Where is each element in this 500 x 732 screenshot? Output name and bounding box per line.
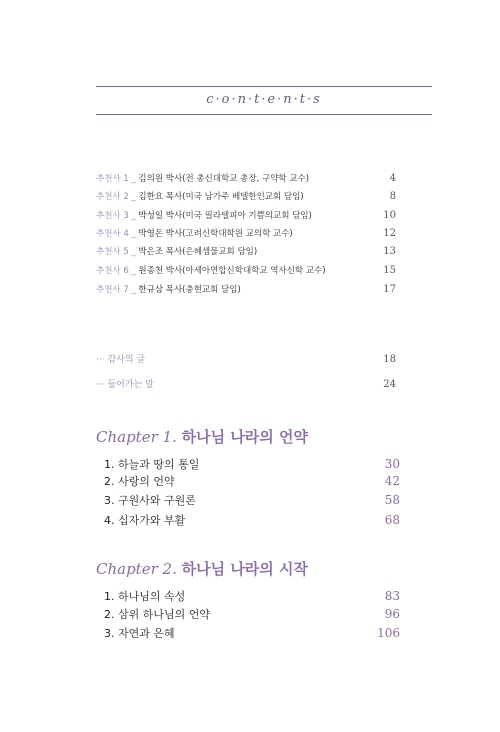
entry-label: 추천사 7 _ 한규삼 목사(충현교회 담임) — [96, 285, 241, 295]
entry-label: 추천사 5 _ 박은조 목사(은혜샘물교회 담임) — [96, 247, 258, 257]
toc-entry-ch1-sec4[interactable] — [104, 512, 400, 528]
toc-entry-ch1-sec1[interactable] — [104, 456, 400, 472]
toc-entry-ch2-sec3[interactable] — [104, 625, 400, 641]
chapter-number: Chapter 2. — [96, 560, 177, 578]
page-number: 68 — [384, 513, 400, 527]
page-number: 83 — [384, 589, 400, 603]
contents-title: c·o·n·t·e·n·t·s — [206, 92, 322, 107]
toc-entry-ch2-sec2[interactable] — [104, 606, 400, 622]
page-number: 8 — [389, 191, 396, 202]
toc-entry-recommendation-1[interactable] — [96, 172, 396, 184]
entry-label: 추천사 3 _ 박성일 박사(미국 필라델피아 기쁨의교회 담임) — [96, 211, 312, 221]
page-number: 4 — [389, 173, 396, 184]
page-number: 24 — [383, 379, 396, 390]
entry-label: ··· 감사의 글 — [96, 355, 146, 365]
page-number: 10 — [383, 210, 396, 221]
page-number: 18 — [383, 354, 396, 365]
header-rule-bottom — [96, 114, 432, 115]
toc-entry-recommendation-4[interactable] — [96, 227, 396, 239]
chapter-number: Chapter 1. — [96, 428, 177, 446]
toc-entry-recommendation-3[interactable] — [96, 209, 396, 221]
entry-label: 추천사 2 _ 김한요 목사(미국 남가주 베델한인교회 담임) — [96, 192, 304, 202]
header-rule-top — [96, 86, 432, 87]
chapter-1-heading[interactable] — [96, 426, 308, 447]
toc-entry-recommendation-7[interactable] — [96, 283, 396, 295]
entry-label: 추천사 1 _ 김의원 박사(전 총신대학교 총장, 구약학 교수) — [96, 174, 310, 184]
page-number: 13 — [383, 246, 396, 257]
entry-label: ··· 들어가는 말 — [96, 380, 154, 390]
entry-label: 3. 구원사와 구원론 — [104, 494, 196, 507]
toc-entry-ch2-sec1[interactable] — [104, 588, 400, 604]
toc-entry-ch1-sec3[interactable] — [104, 492, 400, 508]
page-number: 12 — [383, 228, 396, 239]
entry-label: 3. 자연과 은혜 — [104, 627, 175, 640]
entry-label: 1. 하나님의 속성 — [104, 590, 186, 603]
page-number: 17 — [383, 284, 396, 295]
chapter-title: 하나님 나라의 시작 — [181, 560, 308, 578]
chapter-2-heading[interactable] — [96, 558, 308, 579]
entry-label: 1. 하늘과 땅의 통일 — [104, 458, 200, 471]
page-number: 106 — [377, 626, 400, 640]
page-number: 30 — [384, 457, 400, 471]
toc-entry-recommendation-5[interactable] — [96, 245, 396, 257]
toc-entry-ch1-sec2[interactable] — [104, 473, 400, 489]
entry-label: 4. 십자가와 부활 — [104, 514, 186, 527]
toc-entry-recommendation-2[interactable] — [96, 190, 396, 202]
entry-label: 추천사 4 _ 박영돈 박사(고려신학대학원 교의학 교수) — [96, 229, 293, 239]
entry-label: 2. 사랑의 언약 — [104, 475, 175, 488]
chapter-title: 하나님 나라의 언약 — [181, 428, 308, 446]
page-number: 96 — [384, 607, 400, 621]
page-number: 15 — [383, 265, 396, 276]
entry-label: 2. 삼위 하나님의 언약 — [104, 608, 210, 621]
toc-entry-acknowledgements[interactable] — [96, 352, 396, 365]
page-number: 58 — [384, 493, 400, 507]
toc-entry-recommendation-6[interactable] — [96, 264, 396, 276]
page-number: 42 — [384, 474, 400, 488]
toc-entry-introduction[interactable] — [96, 377, 396, 390]
entry-label: 추천사 6 _ 원종천 박사(아세아연합신학대학교 역사신학 교수) — [96, 266, 326, 276]
